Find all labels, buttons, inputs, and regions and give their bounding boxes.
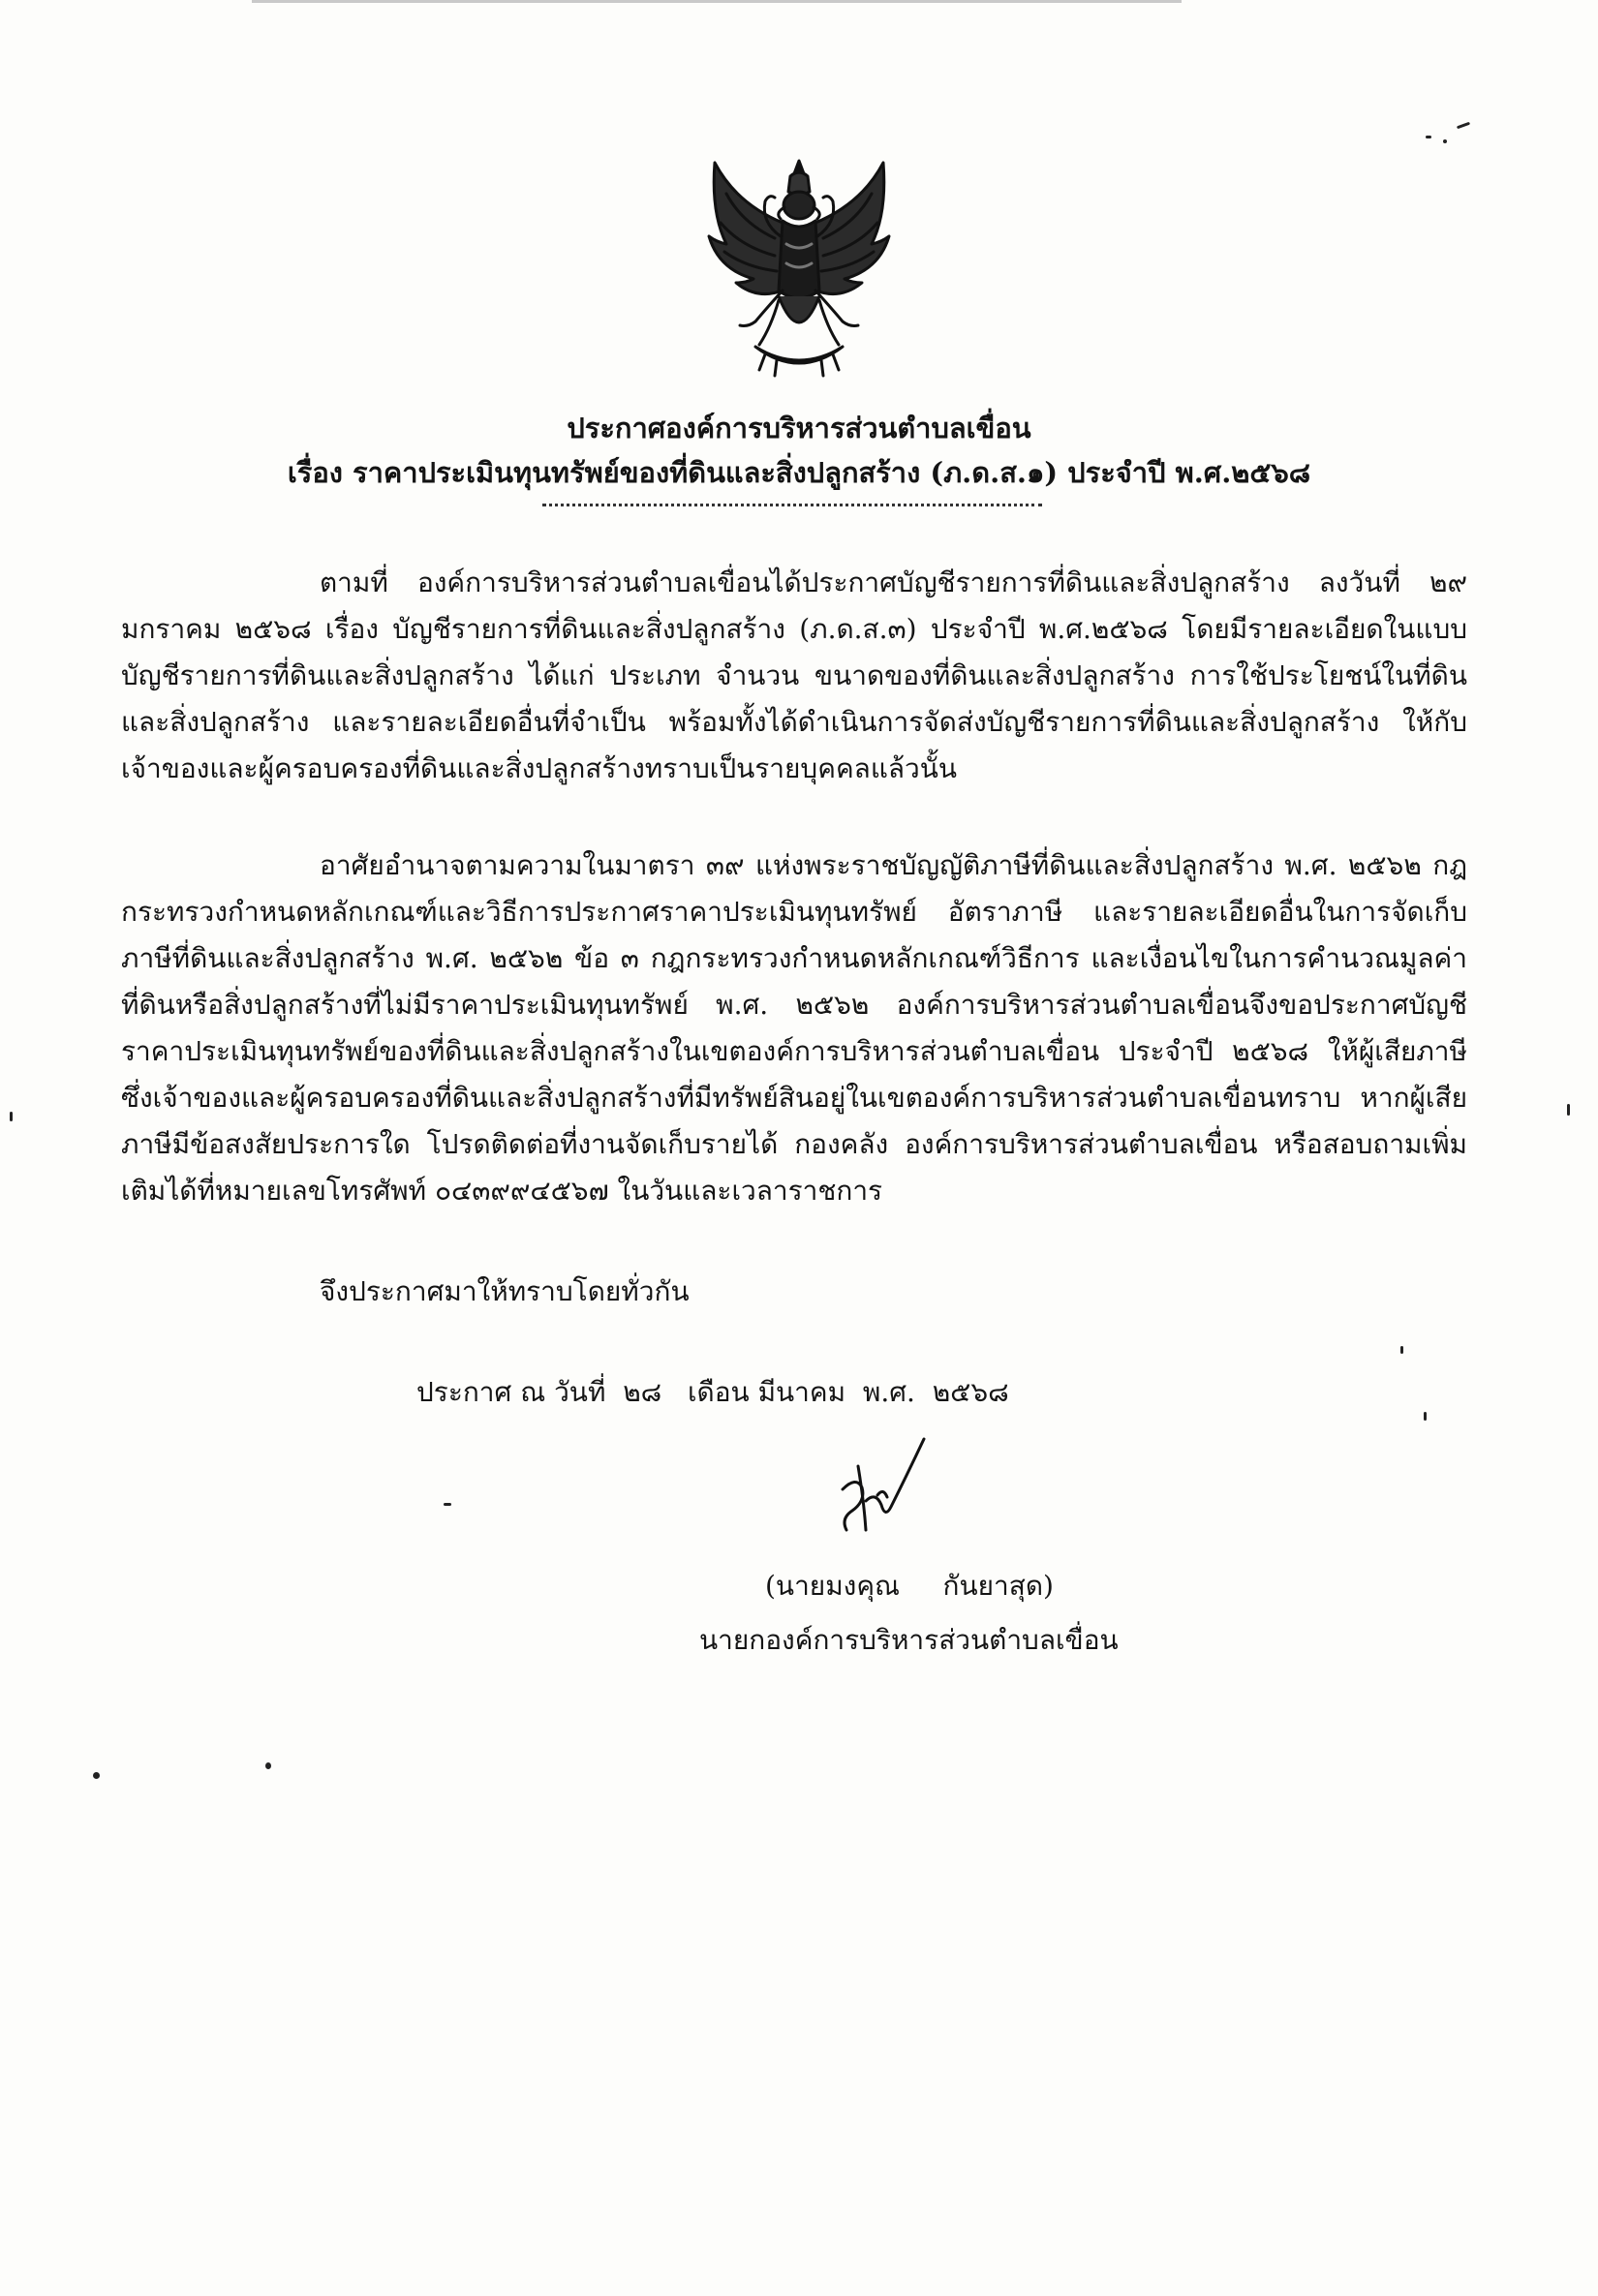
signer-name: (นายมงคุณ กันยาสุด): [765, 1570, 1054, 1602]
scan-speck: [10, 1112, 13, 1121]
scan-speck: [1424, 1412, 1427, 1421]
scan-speck: [444, 1503, 451, 1506]
scan-speck: [1567, 1104, 1570, 1116]
signer-position: นายกองค์การบริหารส่วนตำบลเขื่อน: [699, 1624, 1119, 1656]
body-paragraph-2: อาศัยอำนาจตามความในมาตรา ๓๙ แห่งพระราชบัญญัติภาษีที่ดินและสิ่งปลูกสร้าง พ.ศ. ๒๕๖๒ กฎกระทรวงกำหนดหลักเกณฑ์และวิธีการประกาศราคาประเมินทุนทรัพย์ อัตราภาษี และรายละเอียดอื่นในการจัดเก็บภาษีที่ดินและสิ่งปลูกสร้าง พ.ศ. ๒๕๖๒ ข้อ ๓ กฎกระทรวงกำหนดหลักเกณฑ์วิธีการ และเงื่อนไขในการคำนวณมูลค่าที่ดินหรือสิ่งปลูกสร้างที่ไม่มีราคาประเมินทุนทรัพย์ พ.ศ. ๒๕๖๒ องค์การบริหารส่วนตำบลเขื่อนจึงขอประกาศบัญชีราคาประเมินทุนทรัพย์ของที่ดินและสิ่งปลูกสร้างในเขตองค์การบริหารส่วนตำบลเขื่อน ประจำปี ๒๕๖๘ ให้ผู้เสียภาษีซึ่งเจ้าของและผู้ครอบครองที่ดินและสิ่งปลูกสร้างที่มีทรัพย์สินอยู่ในเขตองค์การบริหารส่วนตำบลเขื่อนทราบ หากผู้เสียภาษีมีข้อสงสัยประการใด โปรดติดต่อที่งานจัดเก็บรายได้ กองคลัง องค์การบริหารส่วนตำบลเขื่อน หรือสอบถามเพิ่มเติมได้ที่หมายเลขโทรศัพท์ ๐๔๓๙๙๔๕๖๗ ในวันและเวลาราชการ: [121, 849, 1467, 1207]
scan-speck: [1443, 139, 1447, 143]
scan-speck: [1400, 1346, 1403, 1354]
garuda-emblem-icon: [697, 155, 901, 378]
announcement-subject: เรื่อง ราคาประเมินทุนทรัพย์ของที่ดินและสิ่งปลูกสร้าง (ภ.ด.ส.๑) ประจำปี พ.ศ.๒๕๖๘: [287, 456, 1311, 489]
closing-statement: จึงประกาศมาให้ทราบโดยทั่วกัน: [320, 1275, 690, 1307]
handwritten-signature-icon: [823, 1433, 939, 1540]
announcement-title: ประกาศองค์การบริหารส่วนตำบลเขื่อน: [567, 412, 1031, 444]
scan-speck: [1426, 136, 1431, 138]
announcement-date: ประกาศ ณ วันที่ ๒๘ เดือน มีนาคม พ.ศ. ๒๕๖๘: [416, 1376, 1009, 1408]
scan-speck: [93, 1772, 100, 1779]
body-paragraph-1: ตามที่ องค์การบริหารส่วนตำบลเขื่อนได้ประกาศบัญชีรายการที่ดินและสิ่งปลูกสร้าง ลงวันที่ ๒๙ มกราคม ๒๕๖๘ เรื่อง บัญชีรายการที่ดินและสิ่งปลูกสร้าง (ภ.ด.ส.๓) ประจำปี พ.ศ.๒๕๖๘ โดยมีรายละเอียดในแบบบัญชีรายการที่ดินและสิ่งปลูกสร้าง ได้แก่ ประเภท จำนวน ขนาดของที่ดินและสิ่งปลูกสร้าง การใช้ประโยชน์ในที่ดินและสิ่งปลูกสร้าง และรายละเอียดอื่นที่จำเป็น พร้อมทั้งได้ดำเนินการจัดส่งบัญชีรายการที่ดินและสิ่งปลูกสร้าง ให้กับเจ้าของและผู้ครอบครองที่ดินและสิ่งปลูกสร้างทราบเป็นรายบุคคลแล้วนั้น: [121, 566, 1467, 784]
scan-edge: [252, 0, 1182, 3]
scan-speck: [1457, 122, 1470, 130]
dotted-divider: [542, 504, 1042, 506]
scan-speck: [265, 1762, 271, 1769]
